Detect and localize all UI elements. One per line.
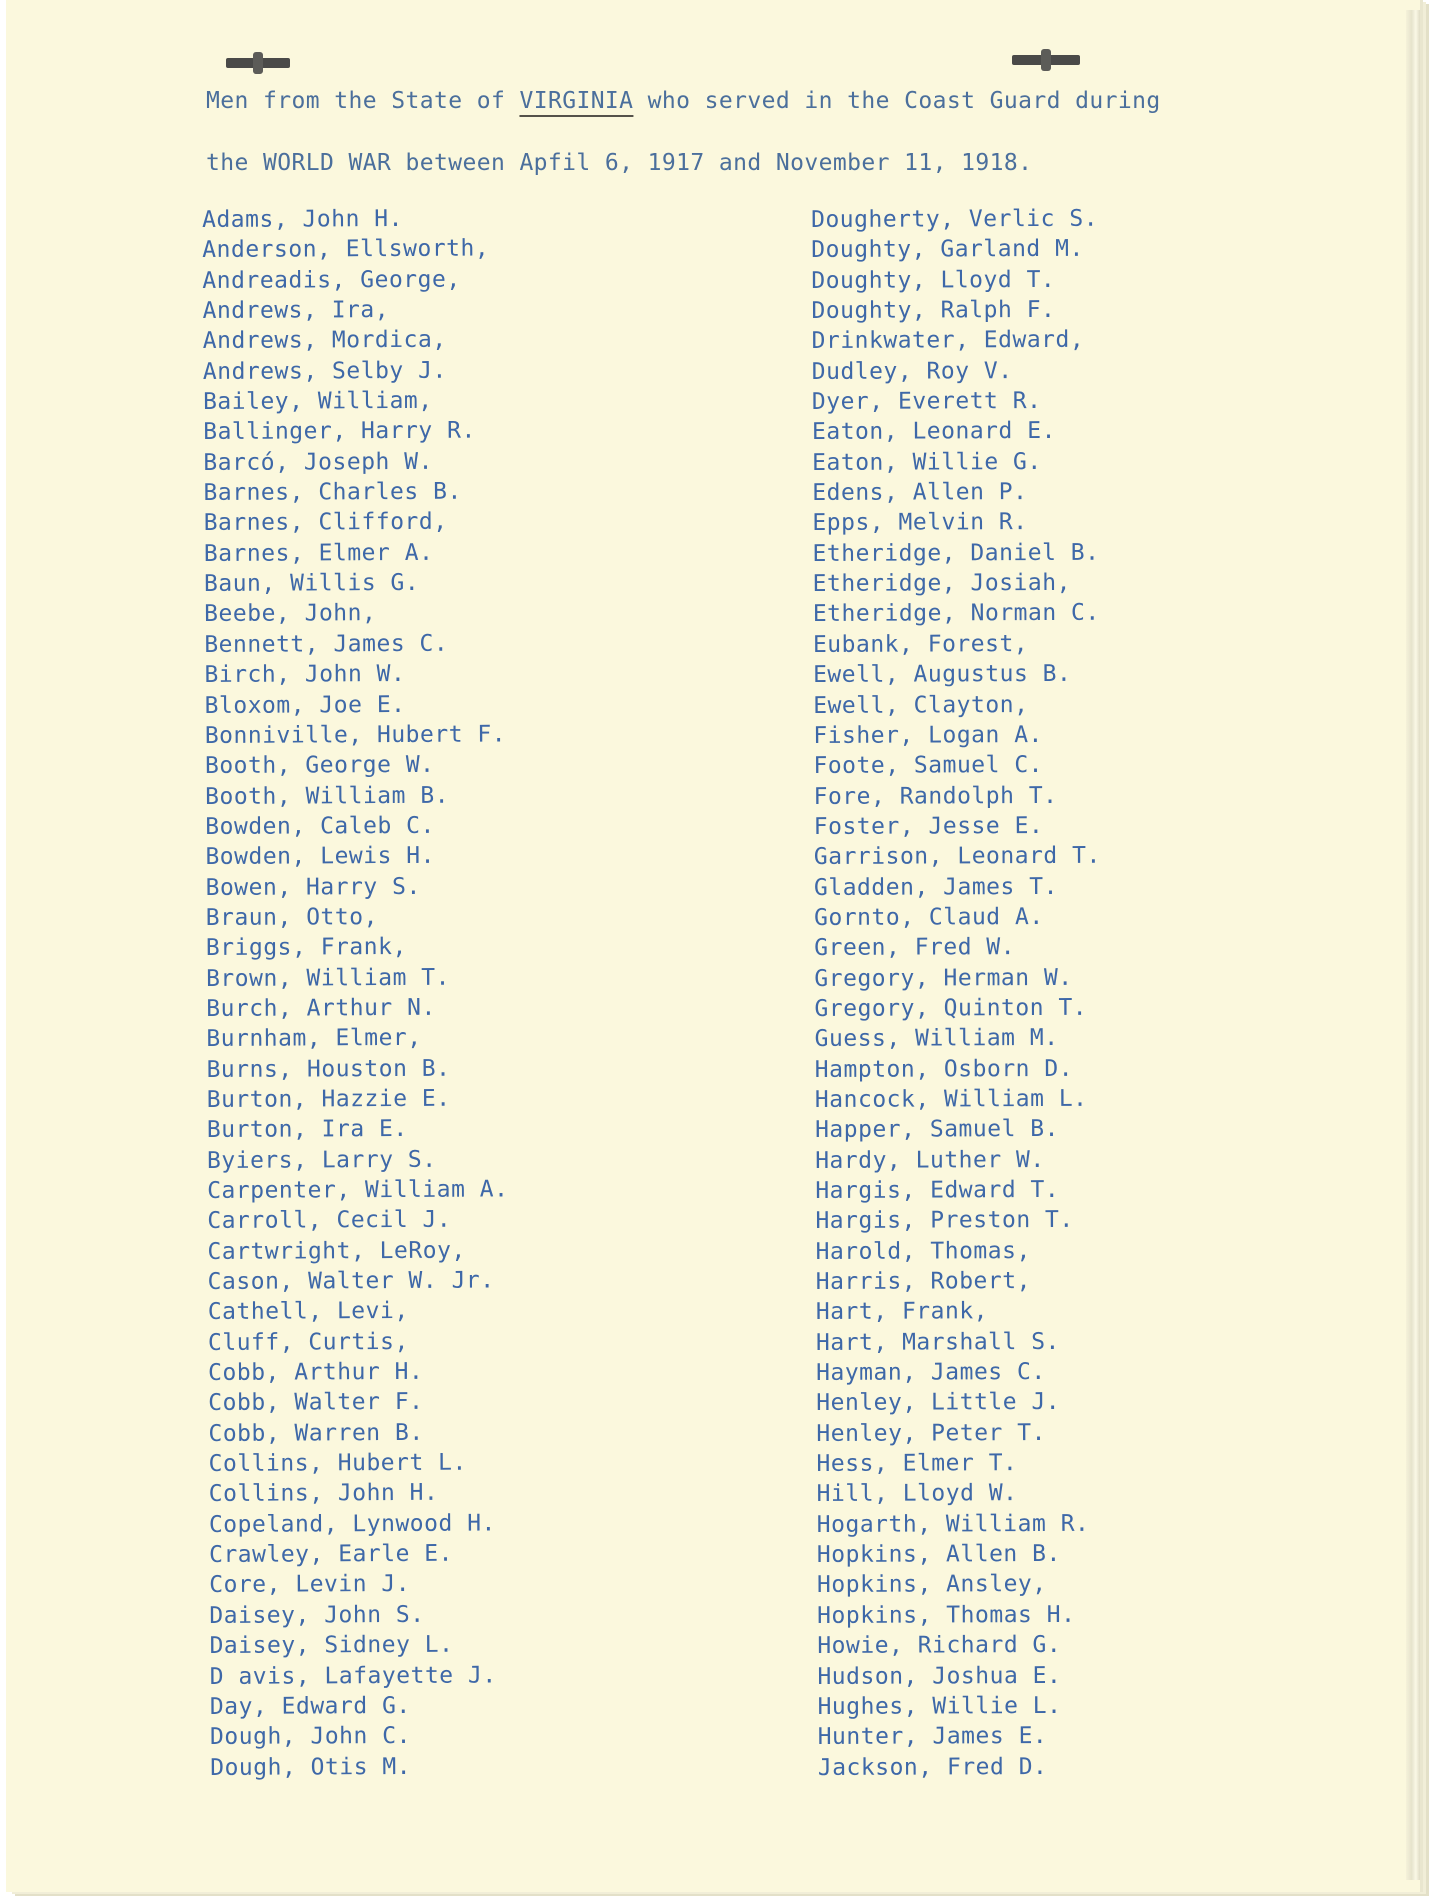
name-entry: Henley, Little J. [816, 1389, 1061, 1417]
paper-fastener-left [226, 58, 290, 68]
name-entry: Day, Edward G. [209, 1692, 411, 1720]
name-entry: Ballinger, Harry R. [203, 417, 476, 446]
name-entry: Brown, William T. [205, 964, 451, 992]
name-entry: Hughes, Willie L. [817, 1692, 1062, 1720]
name-entry: Henley, Peter T. [816, 1419, 1046, 1447]
name-entry: Ewell, Augustus B. [812, 661, 1072, 689]
name-entry: Ewell, Clayton, [813, 691, 1029, 719]
name-entry: Barnes, Clifford, [203, 509, 448, 537]
name-entry: Eubank, Forest, [812, 630, 1029, 658]
name-entry: Guess, William M. [814, 1025, 1059, 1053]
name-entry: Epps, Melvin R. [812, 509, 1028, 537]
name-entry: Barnes, Charles B. [203, 478, 462, 507]
name-entry: Gregory, Quinton T. [814, 994, 1088, 1022]
name-entry: Barcó, Joseph W. [203, 448, 433, 476]
name-entry: Hargis, Preston T. [815, 1207, 1074, 1235]
name-entry: Fore, Randolph T. [813, 782, 1058, 810]
name-entry: Carroll, Cecil J. [207, 1207, 452, 1235]
name-entry: Hudson, Joshua E. [817, 1662, 1062, 1690]
heading-suffix: who served in the Coast Guard during [633, 88, 1161, 114]
name-entry: Etheridge, Daniel B. [812, 539, 1100, 567]
name-entry: Booth, George W. [204, 751, 435, 780]
name-entry: Hampton, Osborn D. [814, 1055, 1074, 1083]
name-entry: Hancock, William L. [814, 1085, 1088, 1113]
name-entry: Andreadis, George, [202, 266, 461, 294]
name-entry: Bonniville, Hubert F. [204, 721, 507, 749]
name-entry: Core, Levin J. [209, 1571, 411, 1599]
paper-fastener-right [1012, 55, 1080, 65]
name-entry: Hopkins, Thomas H. [817, 1601, 1076, 1629]
name-entry: Hardy, Luther W. [815, 1146, 1045, 1174]
name-entry: Howie, Richard G. [817, 1632, 1062, 1660]
name-entry: Collins, John H. [208, 1480, 439, 1508]
name-entry: Briggs, Frank, [205, 934, 407, 962]
name-entry: Hopkins, Allen B. [816, 1541, 1061, 1569]
name-entry: Edens, Allen P. [812, 479, 1028, 507]
name-entry: Birch, John W. [204, 661, 406, 689]
name-entry: Drinkwater, Edward, [811, 327, 1085, 355]
name-entry: Dougherty, Verlic S. [811, 205, 1099, 233]
name-entry: Daisey, John S. [209, 1601, 425, 1629]
name-entry: Eaton, Willie G. [812, 448, 1042, 476]
name-entry: Hayman, James C. [816, 1359, 1046, 1387]
document-heading-line-2: the WORLD WAR between Apfil 6, 1917 and November 11, 1918. [206, 150, 1033, 176]
page-stack-edge [1406, 10, 1420, 1880]
name-entry: Copeland, Lynwood H. [208, 1510, 496, 1538]
name-entry: Cluff, Curtis, [207, 1328, 409, 1356]
name-entry: Dough, John C. [209, 1723, 411, 1751]
name-entry: Etheridge, Josiah, [812, 569, 1071, 598]
name-entry: Cobb, Arthur H. [208, 1358, 424, 1387]
name-entry: Cartwright, LeRoy, [207, 1237, 466, 1265]
name-entry: Bloxom, Joe E. [204, 691, 406, 719]
name-entry: Hart, Marshall S. [815, 1328, 1060, 1356]
name-entry: Beebe, John, [204, 600, 377, 628]
name-entry: Cobb, Warren B. [208, 1419, 424, 1447]
names-column-right [811, 204, 1105, 1783]
document-page [6, 0, 1420, 1892]
name-entry: Collins, Hubert L. [208, 1449, 467, 1478]
heading-prefix: Men from the State of [206, 88, 520, 114]
name-entry: Eaton, Leonard E. [811, 418, 1056, 446]
name-entry: Foote, Samuel C. [813, 752, 1044, 780]
name-entry: Booth, William B. [205, 782, 450, 810]
name-entry: Andrews, Mordica, [202, 327, 447, 355]
name-entry: Cason, Walter W. Jr. [207, 1267, 495, 1296]
document-heading-line-1 [206, 88, 1161, 114]
name-entry: Bowen, Harry S. [205, 873, 421, 901]
name-entry: Hunter, James E. [817, 1723, 1048, 1751]
name-entry: Bowden, Lewis H. [205, 843, 436, 871]
name-entry: Doughty, Ralph F. [811, 296, 1056, 325]
name-entry: Doughty, Lloyd T. [811, 266, 1056, 294]
name-entry: Daisey, Sidney L. [209, 1631, 454, 1660]
name-entry: Barnes, Elmer A. [203, 539, 434, 567]
name-entry: Happer, Samuel B. [814, 1116, 1059, 1144]
name-entry: Anderson, Ellsworth, [202, 235, 490, 264]
name-entry: Foster, Jesse E. [813, 812, 1044, 840]
name-entry: Bailey, William, [202, 387, 433, 416]
name-entry: Byiers, Larry S. [206, 1146, 437, 1174]
name-entry: Burnham, Elmer, [206, 1025, 422, 1053]
name-entry: Andrews, Ira, [202, 297, 390, 325]
name-entry: Burch, Arthur N. [206, 994, 436, 1022]
name-entry: Doughty, Garland M. [811, 236, 1084, 264]
name-entry: Cathell, Levi, [207, 1298, 409, 1326]
name-entry: Garrison, Leonard T. [813, 842, 1101, 871]
name-entry: Hargis, Edward T. [815, 1176, 1060, 1204]
name-entry: Hogarth, William R. [816, 1510, 1090, 1538]
name-entry: D avis, Lafayette J. [209, 1661, 497, 1690]
name-entry: Burton, Ira E. [206, 1116, 408, 1144]
name-entry: Burns, Houston B. [206, 1055, 451, 1083]
name-entry: Jackson, Fred D. [817, 1753, 1048, 1781]
name-entry: Fisher, Logan A. [813, 721, 1043, 749]
name-entry: Dyer, Everett R. [811, 388, 1042, 416]
name-entry: Gornto, Claud A. [814, 903, 1044, 931]
name-entry: Carpenter, William A. [207, 1176, 509, 1204]
name-entry: Adams, John H. [202, 205, 404, 233]
name-entry: Etheridge, Norman C. [812, 600, 1100, 628]
name-entry: Green, Fred W. [814, 934, 1016, 962]
heading-state: VIRGINIA [519, 88, 634, 114]
name-entry: Crawley, Earle E. [209, 1540, 454, 1569]
name-entry: Bennett, James C. [204, 630, 449, 658]
name-entry: Baun, Willis G. [203, 569, 420, 598]
names-column-left [202, 203, 512, 1782]
name-entry: Bowden, Caleb C. [205, 812, 435, 840]
name-entry: Burton, Hazzie E. [206, 1085, 451, 1113]
name-entry: Braun, Otto, [205, 903, 378, 931]
name-entry: Hart, Frank, [815, 1298, 989, 1326]
name-entry: Hopkins, Ansley, [816, 1571, 1047, 1599]
name-entry: Dudley, Roy V. [811, 357, 1013, 385]
name-entry: Gladden, James T. [813, 873, 1058, 901]
name-entry: Dough, Otis M. [210, 1753, 412, 1781]
name-entry: Hill, Lloyd W. [816, 1480, 1018, 1508]
name-entry: Harris, Robert, [815, 1268, 1031, 1296]
name-entry: Cobb, Walter F. [208, 1389, 424, 1417]
name-entry: Andrews, Selby J. [202, 357, 447, 385]
name-entry: Gregory, Herman W. [814, 964, 1073, 992]
name-entry: Hess, Elmer T. [816, 1450, 1018, 1478]
name-entry: Harold, Thomas, [815, 1237, 1031, 1265]
